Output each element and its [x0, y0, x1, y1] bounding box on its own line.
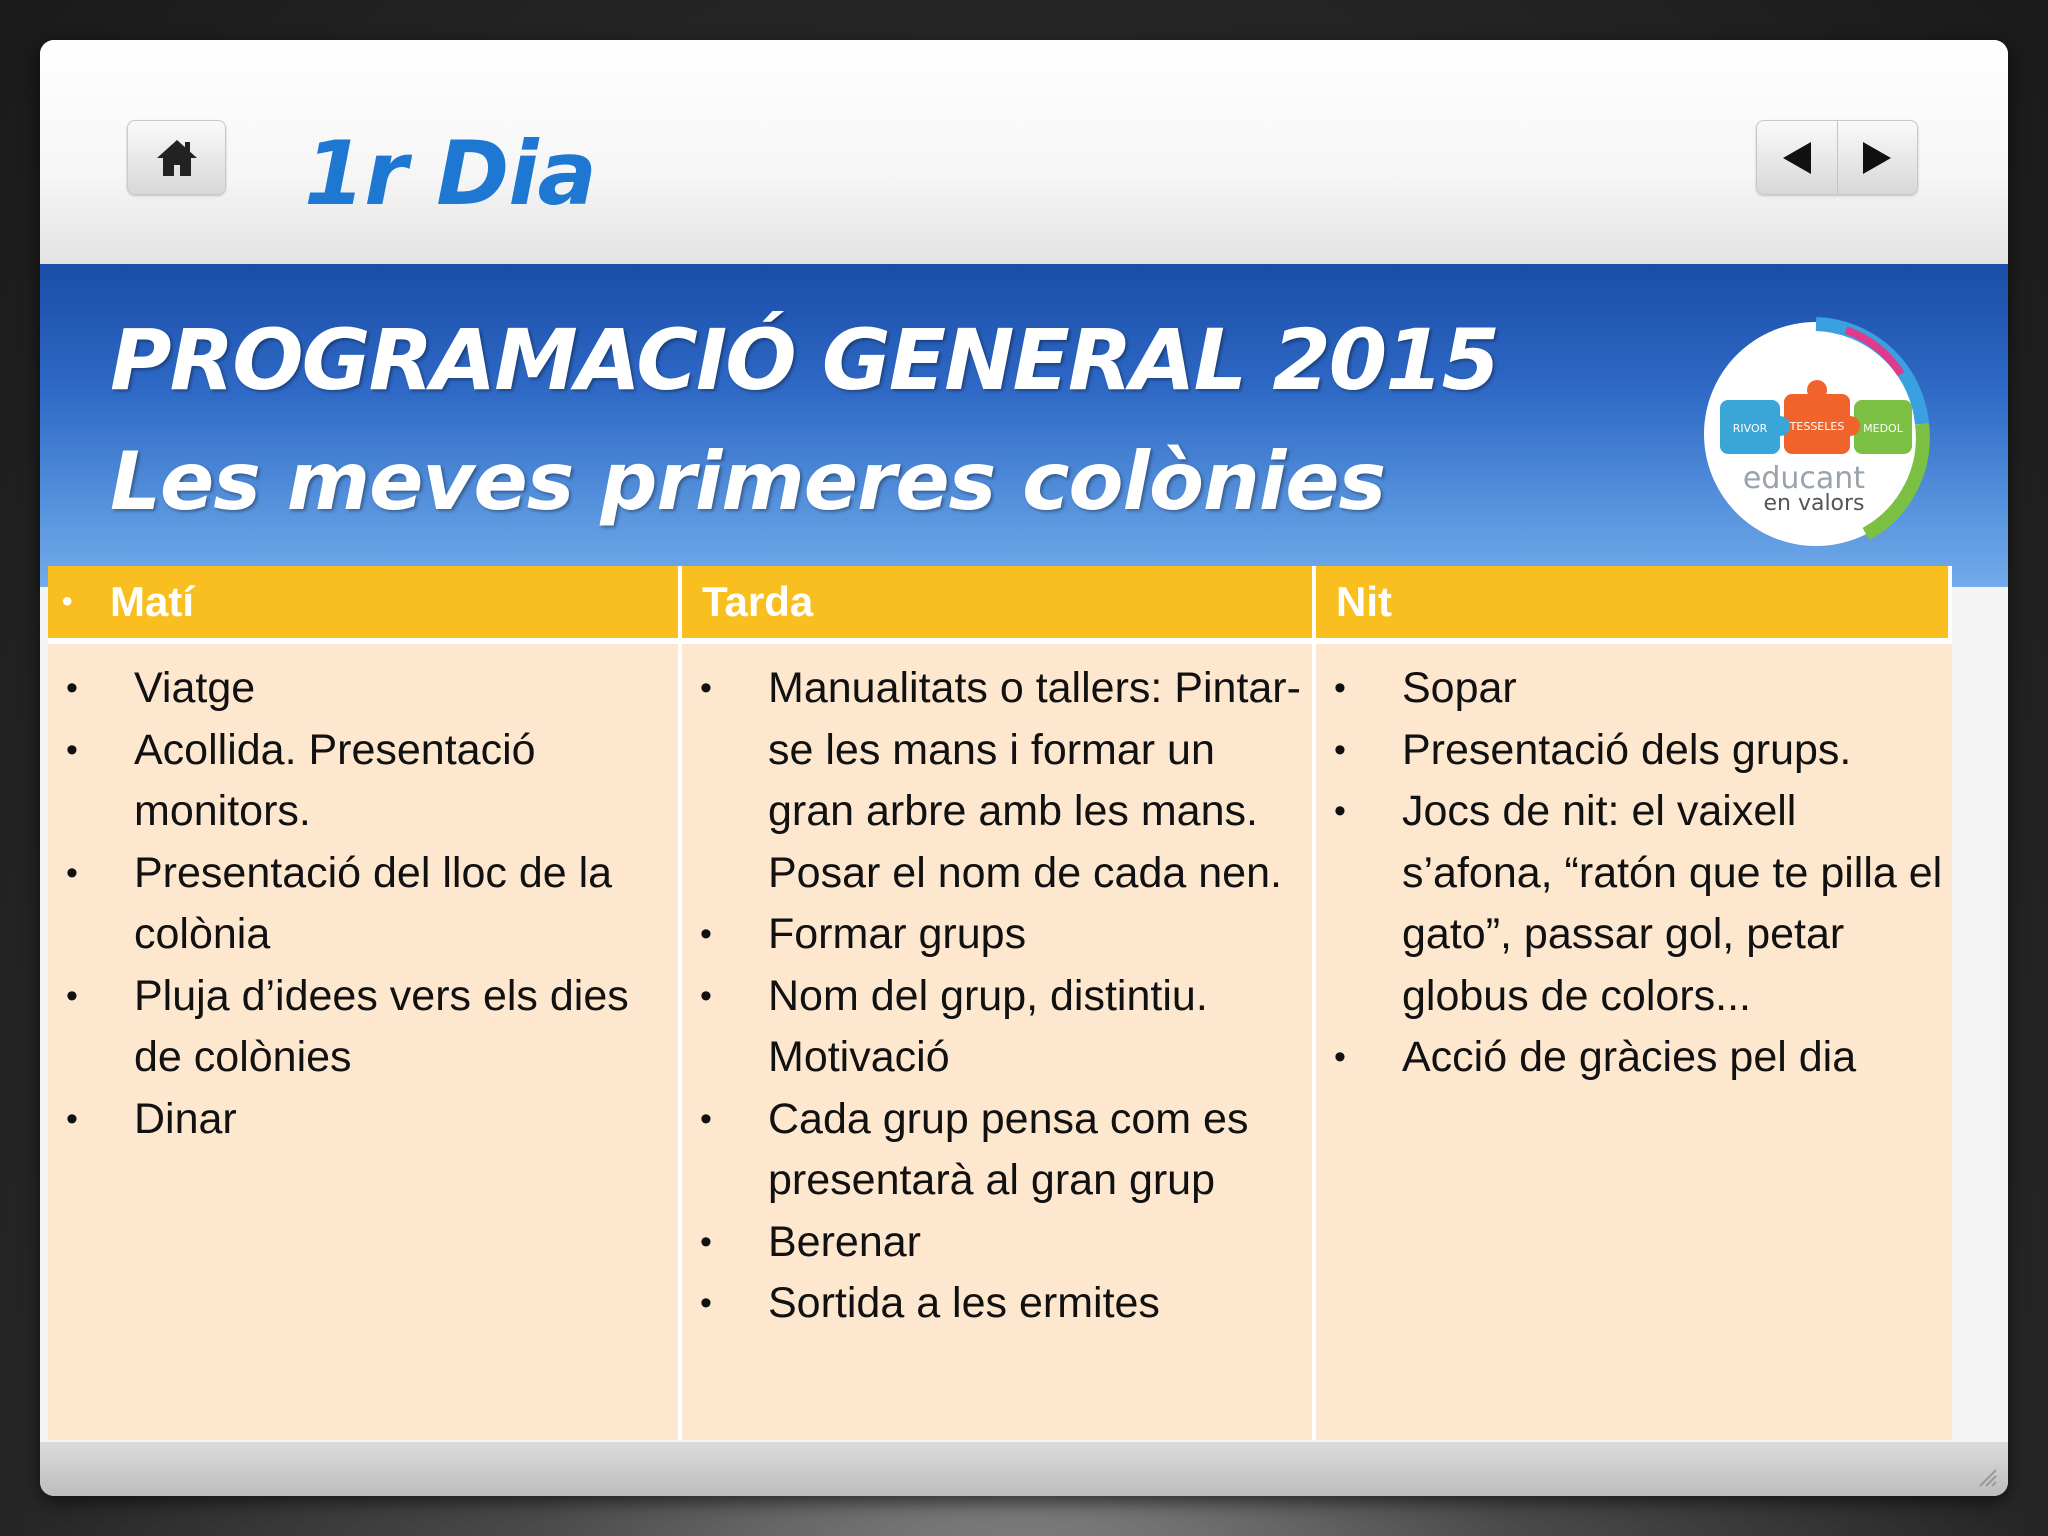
list-item: • Presentació dels grups. [1316, 720, 1952, 782]
column-header-nit [1316, 566, 1952, 644]
column-cell-nit [1316, 644, 1952, 1440]
banner-subheading: Les meves primeres colònies [110, 435, 1386, 528]
list-item: • Berenar [682, 1212, 1312, 1274]
home-button[interactable] [127, 120, 226, 195]
column-cell-tarda [682, 644, 1316, 1440]
list-item: • Sopar [1316, 658, 1952, 720]
column-header-label: Matí [110, 578, 194, 625]
bottom-bar [40, 1442, 2008, 1496]
list-item: • Acollida. Presentació monitors. [48, 720, 678, 843]
banner-heading: PROGRAMACIÓ GENERAL 2015 [110, 311, 1499, 409]
list-item: • Formar grups [682, 904, 1312, 966]
top-bar [40, 40, 2008, 264]
arrow-right-icon [1859, 138, 1895, 178]
activity-list [682, 658, 1312, 1335]
column-header-mati [48, 566, 682, 644]
arrow-left-icon [1779, 138, 1815, 178]
header-bullet: • [62, 585, 73, 618]
column-header-label: Nit [1336, 578, 1392, 625]
list-item: • Cada grup pensa com es presentarà al gran grup [682, 1089, 1312, 1212]
schedule-table [48, 566, 1952, 1440]
column-cell-mati [48, 644, 682, 1440]
list-item: • Manualitats o tallers: Pintar-se les mans i formar un gran arbre amb les mans. Posar el nom de cada nen. [682, 658, 1312, 904]
activity-list [48, 658, 678, 1150]
svg-text:en valors: en valors [1763, 491, 1865, 516]
educant-en-valors-logo [1696, 314, 1936, 554]
activity-list [1316, 658, 1952, 1089]
list-item: • Presentació del lloc de la colònia [48, 843, 678, 966]
home-icon [155, 137, 199, 179]
list-item: • Nom del grup, distintiu. Motivació [682, 966, 1312, 1089]
slide-navigation [1756, 120, 1918, 195]
list-item: • Dinar [48, 1089, 678, 1151]
list-item: • Acció de gràcies pel dia [1316, 1027, 1952, 1089]
svg-text:MEDOL: MEDOL [1863, 422, 1903, 435]
column-header-label: Tarda [702, 578, 814, 625]
column-header-tarda [682, 566, 1316, 644]
next-slide-button[interactable] [1837, 121, 1918, 194]
list-item: • Sortida a les ermites [682, 1273, 1312, 1335]
svg-text:RIVOR: RIVOR [1732, 422, 1768, 435]
previous-slide-button[interactable] [1757, 121, 1837, 194]
page-title: 1r Dia [304, 122, 596, 225]
svg-text:TESSELES: TESSELES [1789, 420, 1845, 433]
list-item: • Viatge [48, 658, 678, 720]
title-banner [40, 264, 2008, 587]
svg-text:educant: educant [1742, 461, 1866, 496]
list-item: • Pluja d’idees vers els dies de colònies [48, 966, 678, 1089]
resize-grip-icon[interactable] [1976, 1466, 1998, 1488]
list-item: • Jocs de nit: el vaixell s’afona, “ratón que te pilla el gato”, passar gol, petar globus de colors... [1316, 781, 1952, 1027]
